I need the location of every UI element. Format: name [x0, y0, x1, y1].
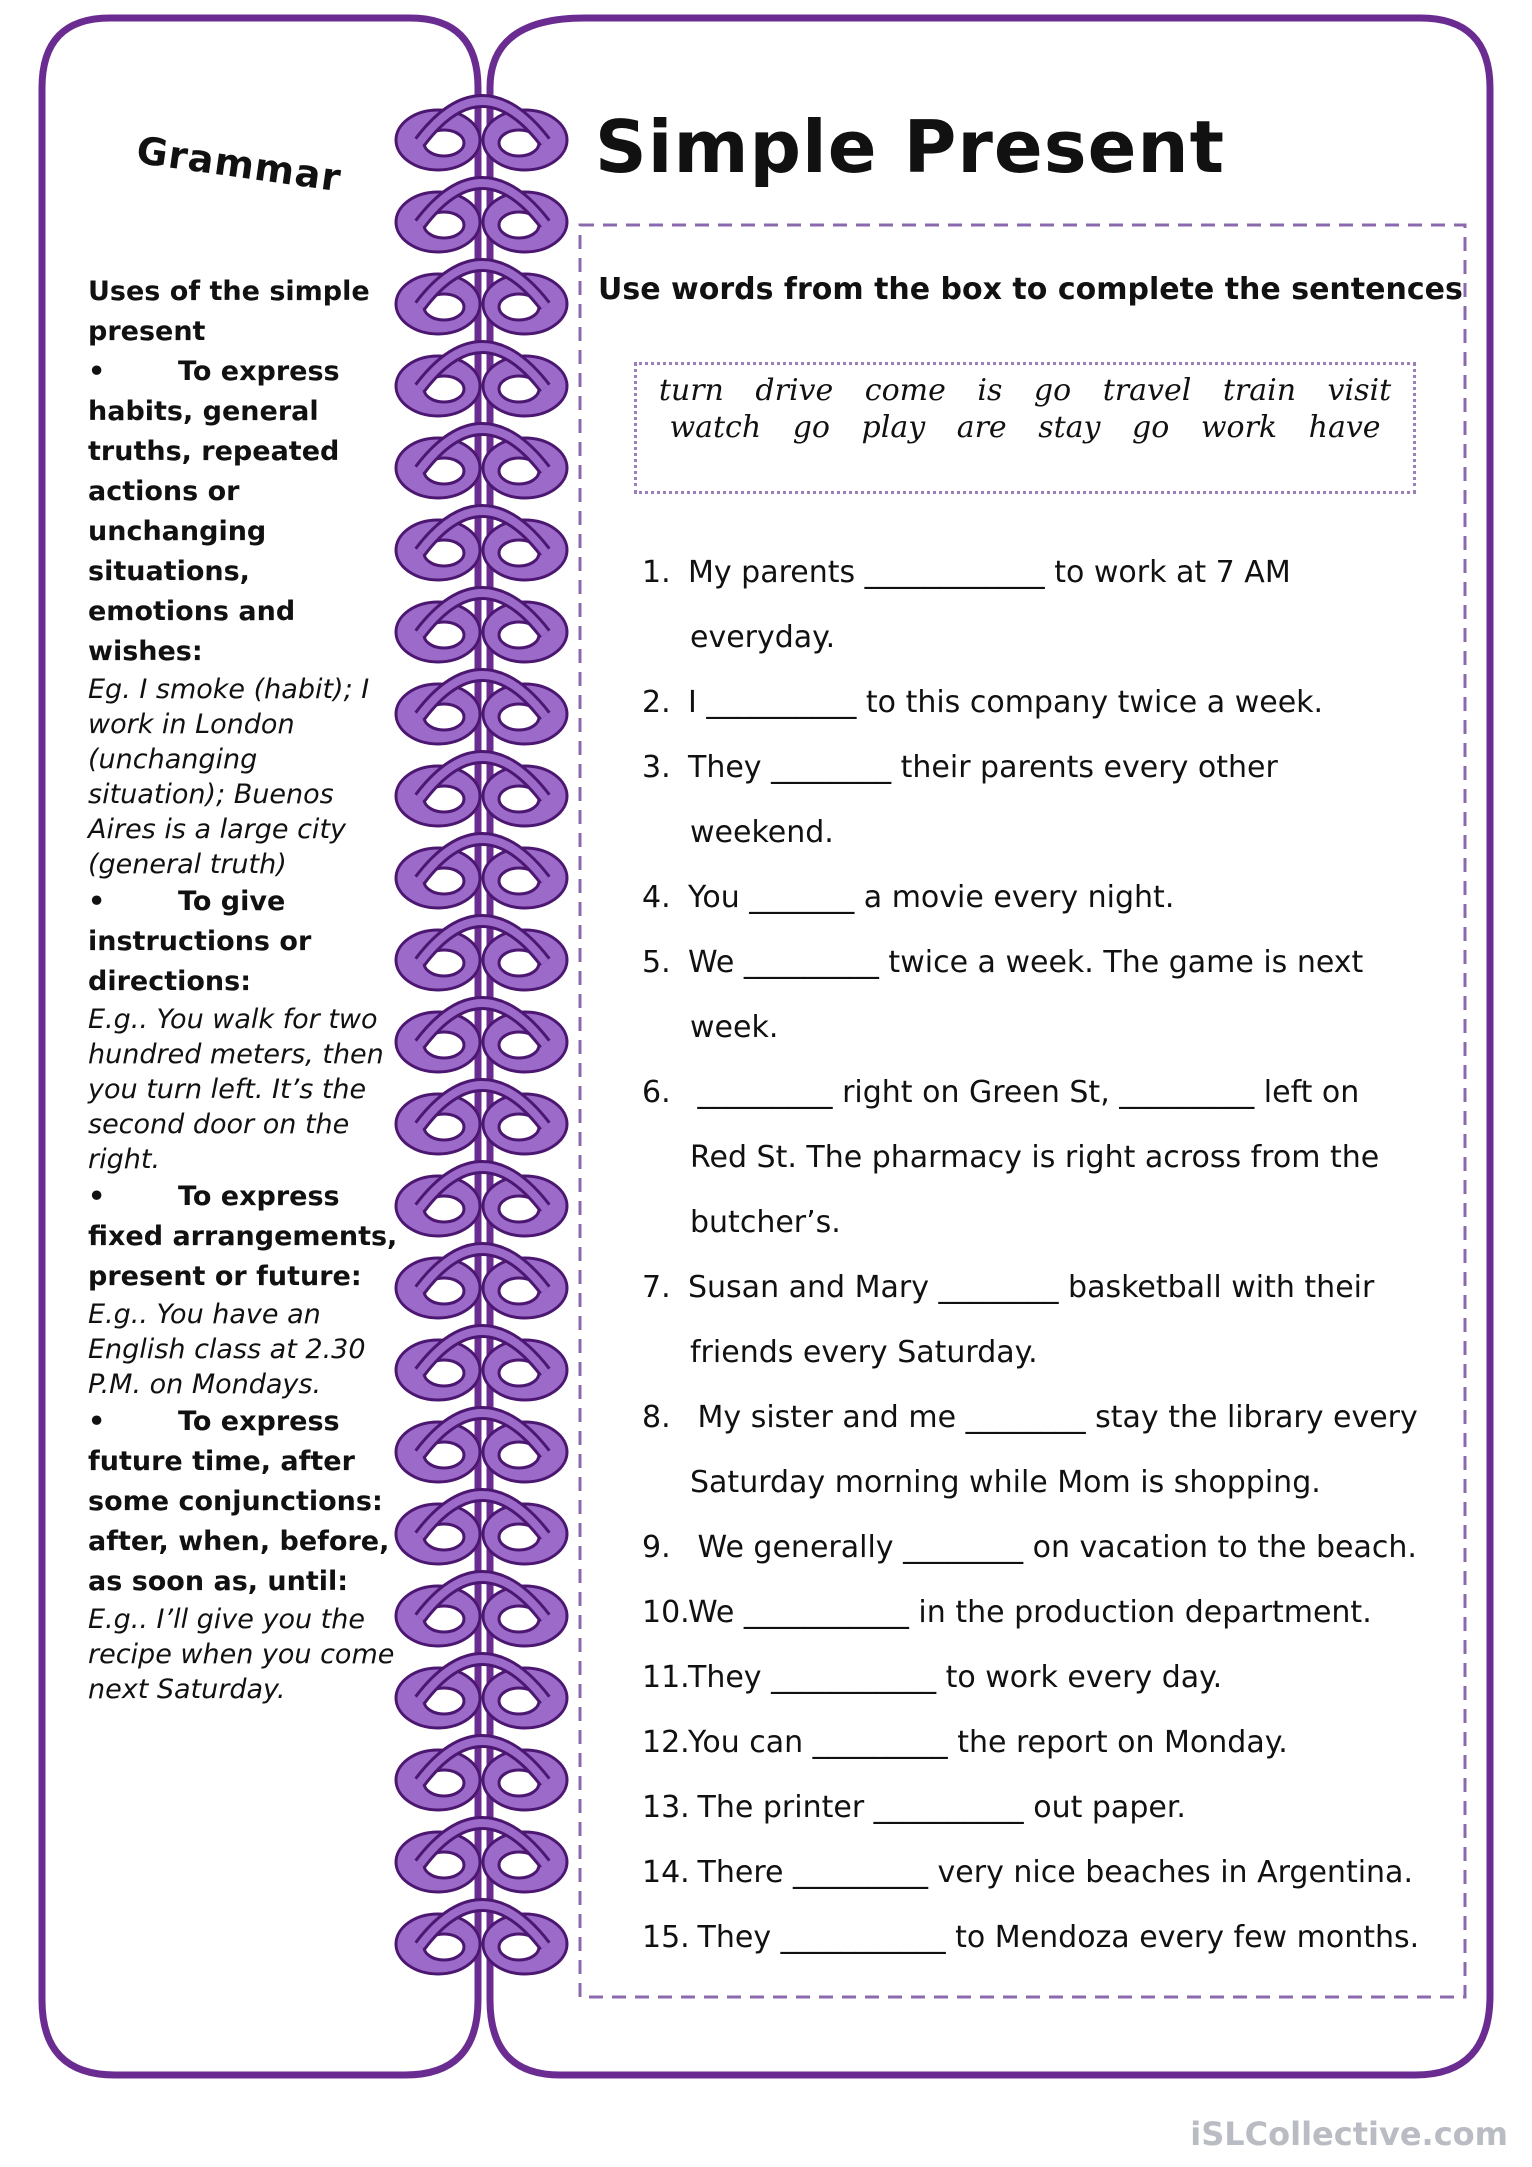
question-7 [642, 1270, 1374, 1305]
exercise-instructions: Use words from the box to complete the sentences [598, 272, 1463, 307]
question-13 [642, 1790, 1186, 1825]
question-4 [642, 880, 1174, 915]
question-text: We ___________ in the production department. [688, 1595, 1372, 1630]
question-text: There _________ very nice beaches in Argentina. [688, 1855, 1413, 1890]
question-number: 4. [642, 880, 671, 915]
question-continuation: Red St. The pharmacy is right across from the [690, 1140, 1380, 1175]
question-text: You _______ a movie every night. [688, 880, 1175, 915]
question-text: The printer __________ out paper. [688, 1790, 1186, 1825]
note-example-3: E.g.. You have an English class at 2.30 P.M. on Mondays. [88, 1299, 366, 1400]
question-text: We _________ twice a week. The game is next [688, 945, 1364, 980]
question-number: 12. [642, 1725, 690, 1760]
note-example-4: E.g.. I’ll give you the recipe when you come next Saturday. [88, 1604, 395, 1705]
word-box [634, 362, 1416, 494]
question-number: 13. [642, 1790, 690, 1825]
question-text: _________ right on Green St, _________ left on [688, 1075, 1360, 1110]
question-number: 8. [642, 1400, 671, 1435]
question-number: 9. [642, 1530, 671, 1565]
note-bullet-1: • To express habits, general truths, repeated actions or unchanging situations, emotions and wishes: [88, 356, 340, 667]
note-bullet-4: • To express future time, after some conjunctions: after, when, before, as soon as, until: [88, 1406, 390, 1597]
question-text: You can _________ the report on Monday. [688, 1725, 1288, 1760]
question-text: They ___________ to work every day. [688, 1660, 1223, 1695]
watermark: iSLCollective.com [1190, 2115, 1508, 2153]
question-continuation: everyday. [690, 620, 836, 655]
question-continuation: week. [690, 1010, 779, 1045]
question-number: 5. [642, 945, 671, 980]
question-text: My parents ____________ to work at 7 AM [688, 555, 1291, 590]
question-continuation: weekend. [690, 815, 834, 850]
question-continuation: friends every Saturday. [690, 1335, 1038, 1370]
page-title: Simple Present [594, 105, 1226, 189]
question-2 [642, 685, 1323, 720]
question-text: They ___________ to Mendoza every few months. [688, 1920, 1420, 1955]
notes-heading: Uses of the simple present [88, 276, 370, 347]
question-10 [642, 1595, 1372, 1630]
question-11 [642, 1660, 1222, 1695]
question-number: 14. [642, 1855, 690, 1890]
question-12 [642, 1725, 1288, 1760]
question-number: 11. [642, 1660, 690, 1695]
note-bullet-2: • To give instructions or directions: [88, 886, 312, 997]
note-bullet-2-text: To give instructions or directions: [88, 886, 312, 997]
question-text: I __________ to this company twice a week. [688, 685, 1324, 720]
question-9 [642, 1530, 1417, 1565]
sidebar-title: Grammar [133, 128, 345, 201]
question-text: Susan and Mary ________ basketball with their [688, 1270, 1375, 1305]
question-number: 6. [642, 1075, 671, 1110]
question-continuation: Saturday morning while Mom is shopping. [690, 1465, 1321, 1500]
question-number: 7. [642, 1270, 671, 1305]
question-8 [642, 1400, 1418, 1435]
question-6 [642, 1075, 1359, 1110]
question-1 [642, 555, 1291, 590]
question-number: 15. [642, 1920, 690, 1955]
right-page-border [490, 18, 1490, 2075]
question-text: My sister and me ________ stay the library every [688, 1400, 1418, 1435]
question-continuation: butcher’s. [690, 1205, 841, 1240]
question-text: They ________ their parents every other [688, 750, 1278, 785]
question-3 [642, 750, 1278, 785]
grammar-notes [88, 272, 398, 1707]
question-14 [642, 1855, 1413, 1890]
word-box-row-2: watch go play are stay go work have [669, 410, 1381, 445]
question-15 [642, 1920, 1419, 1955]
question-text: We generally ________ on vacation to the beach. [688, 1530, 1417, 1565]
note-example-2: E.g.. You walk for two hundred meters, then you turn left. It’s the second door on the right. [88, 1004, 384, 1175]
word-box-row-1: turn drive come is go travel train visit [658, 373, 1392, 408]
question-number: 1. [642, 555, 671, 590]
note-bullet-3-text: To express fixed arrangements, present or future: [88, 1181, 398, 1292]
note-bullet-1-text: To express habits, general truths, repeated actions or unchanging situations, emotions and wishes: [88, 356, 340, 667]
question-5 [642, 945, 1363, 980]
note-bullet-3: • To express fixed arrangements, present or future: [88, 1181, 398, 1292]
question-number: 2. [642, 685, 671, 720]
note-example-1: Eg. I smoke (habit); I work in London (unchanging situation); Buenos Aires is a large city (general truth) [88, 674, 370, 880]
question-number: 3. [642, 750, 671, 785]
question-number: 10. [642, 1595, 690, 1630]
note-bullet-4-text: To express future time, after some conjunctions: after, when, before, as soon as, until: [88, 1406, 390, 1597]
